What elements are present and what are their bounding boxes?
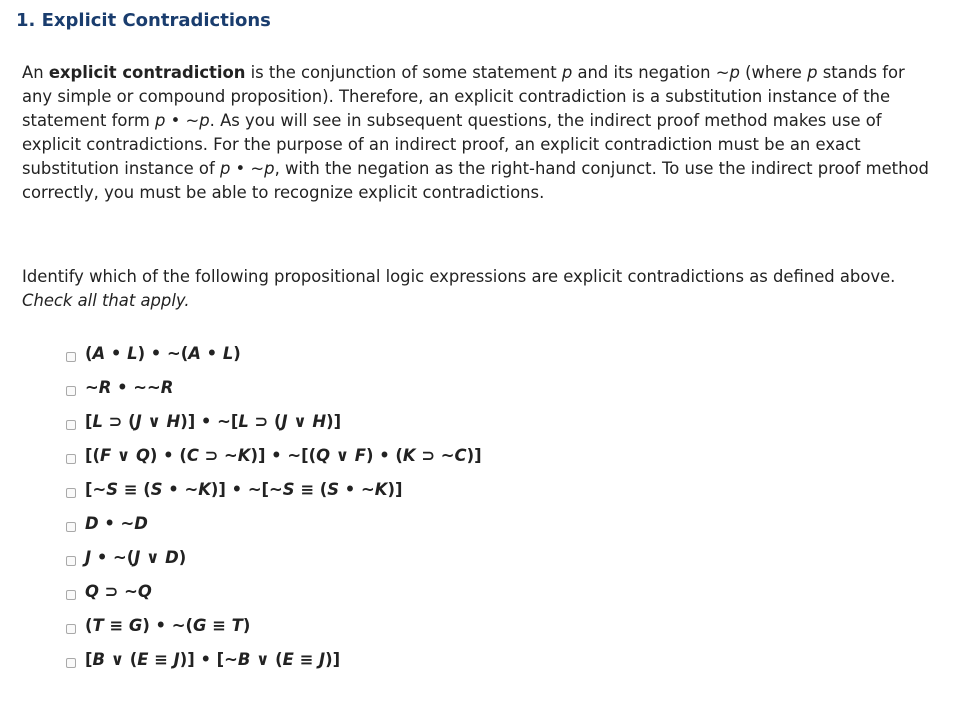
option-label[interactable]: [(F ∨ Q) • (C ⊃ ~K)] • ~[(Q ∨ F) • (K ⊃ ~C)] — [85, 445, 482, 465]
intro-var-p: p — [561, 63, 573, 82]
intro-var-p: p — [807, 63, 818, 82]
intro-term: explicit contradiction — [48, 63, 246, 82]
prompt-instruction: Check all that apply. — [22, 291, 190, 310]
option-label[interactable]: (A • L) • ~(A • L) — [85, 343, 241, 363]
answer-option[interactable] — [66, 574, 482, 608]
answer-option[interactable] — [66, 506, 482, 540]
answer-option[interactable] — [66, 404, 482, 438]
intro-lead: An — [22, 63, 49, 82]
intro-text-4: stands for any simple or compound proposition). Therefore, an explicit contradiction is a substitution instance of the statement form — [22, 63, 905, 130]
intro-text-6: , with the negation as the right-hand conjunct. To use the indirect proof method correctly, you must be able to recognize explicit contradictions. — [22, 159, 929, 202]
option-label[interactable]: Q ⊃ ~Q — [85, 581, 152, 601]
answer-option[interactable] — [66, 438, 482, 472]
option-checkbox[interactable] — [66, 556, 76, 566]
answer-option[interactable] — [66, 472, 482, 506]
answer-option[interactable] — [66, 642, 482, 676]
option-checkbox[interactable] — [66, 352, 76, 362]
question-prompt — [22, 265, 932, 313]
section-title: 1. Explicit Contradictions — [16, 10, 271, 31]
intro-form: p • ~p — [219, 159, 275, 178]
intro-text-2: and its negation — [572, 63, 716, 82]
intro-text-5: . As you will see in subsequent questions, the indirect proof method makes use of explicit contradictions. For the purpose of an indirect proof, an explicit contradiction must be an exact substitution instance of — [22, 111, 882, 178]
intro-paragraph — [22, 61, 932, 205]
option-checkbox[interactable] — [66, 522, 76, 532]
option-label[interactable]: J • ~(J ∨ D) — [85, 547, 187, 567]
option-label[interactable]: [~S ≡ (S • ~K)] • ~[~S ≡ (S • ~K)] — [85, 479, 403, 499]
option-label[interactable]: [B ∨ (E ≡ J)] • [~B ∨ (E ≡ J)] — [85, 649, 341, 669]
option-checkbox[interactable] — [66, 420, 76, 430]
answer-option[interactable] — [66, 370, 482, 404]
intro-text-3: (where — [739, 63, 808, 82]
option-checkbox[interactable] — [66, 590, 76, 600]
intro-text-1: is the conjunction of some statement — [245, 63, 562, 82]
answer-option[interactable] — [66, 540, 482, 574]
option-label[interactable]: ~R • ~~R — [85, 377, 174, 397]
prompt-text: Identify which of the following propositional logic expressions are explicit contradictions as defined above. — [22, 267, 896, 286]
option-label[interactable]: [L ⊃ (J ∨ H)] • ~[L ⊃ (J ∨ H)] — [85, 411, 342, 431]
option-label[interactable]: D • ~D — [85, 513, 148, 533]
intro-var-not-p: ~p — [715, 63, 740, 82]
option-checkbox[interactable] — [66, 454, 76, 464]
option-checkbox[interactable] — [66, 624, 76, 634]
option-checkbox[interactable] — [66, 386, 76, 396]
intro-form: p • ~p — [155, 111, 210, 130]
answer-option[interactable] — [66, 608, 482, 642]
option-checkbox[interactable] — [66, 658, 76, 668]
answer-option[interactable] — [66, 336, 482, 370]
option-label[interactable]: (T ≡ G) • ~(G ≡ T) — [85, 615, 251, 635]
option-checkbox[interactable] — [66, 488, 76, 498]
answer-options — [66, 336, 482, 676]
